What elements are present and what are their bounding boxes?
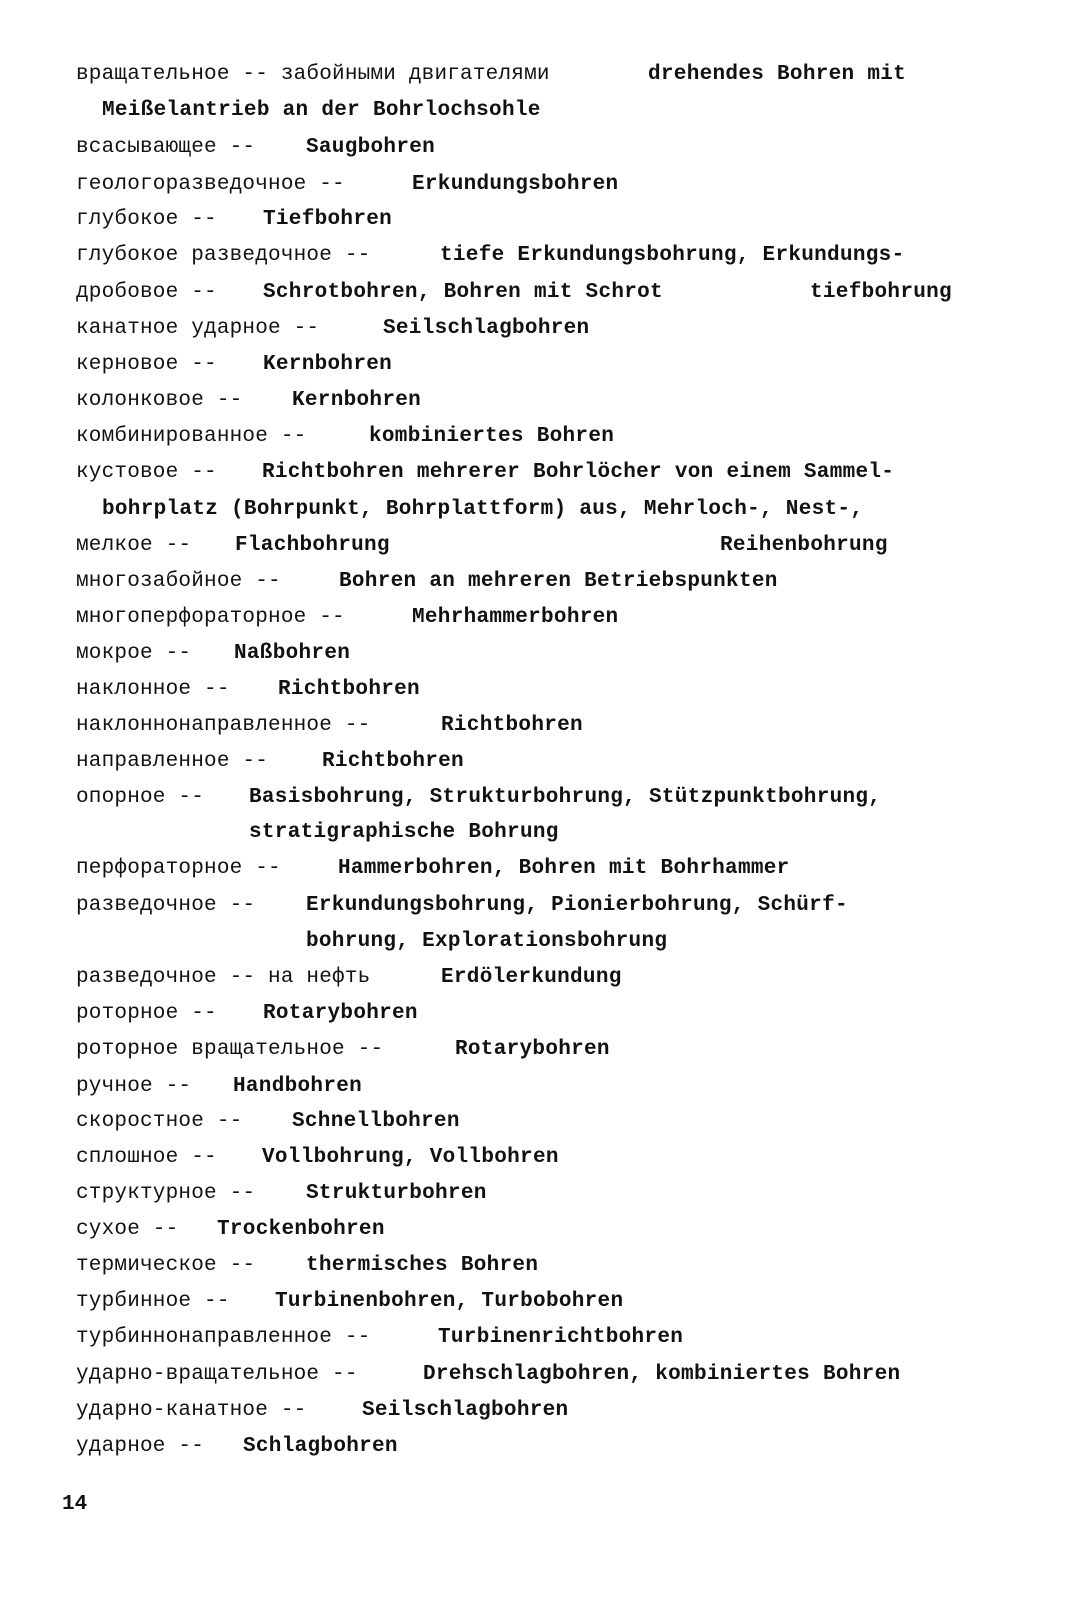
entry-line [0, 709, 1071, 743]
russian-term: всасывающее -- [76, 136, 256, 159]
russian-term: геологоразведочное -- [76, 173, 345, 196]
entry-line [0, 601, 1071, 635]
entry-line [0, 529, 1071, 563]
page-number-row [0, 1488, 1071, 1522]
entry-line [0, 961, 1071, 995]
russian-term: сухое -- [76, 1218, 179, 1241]
russian-term: кустовое -- [76, 461, 217, 484]
entry-line [0, 1249, 1071, 1283]
entry-line [0, 637, 1071, 671]
german-translation: Schrotbohren, Bohren mit Schrot [263, 281, 663, 304]
german-translation: Meißelantrieb an der Bohrlochsohle [102, 99, 541, 122]
entry-line [0, 816, 1071, 850]
entry-line [0, 493, 1071, 527]
german-translation: Mehrhammerbohren [412, 606, 619, 629]
entry-line [0, 168, 1071, 202]
german-translation: drehendes Bohren mit [648, 63, 907, 86]
russian-term: глубокое разведочное -- [76, 244, 371, 267]
german-translation: Naßbohren [234, 642, 351, 665]
entry-line [0, 131, 1071, 165]
german-translation: Vollbohrung, Vollbohren [262, 1146, 559, 1169]
german-translation: Flachbohrung [235, 534, 390, 557]
entry-line [0, 565, 1071, 599]
german-translation: kombiniertes Bohren [369, 425, 615, 448]
russian-term: разведочное -- [76, 894, 256, 917]
entry-line [0, 1033, 1071, 1067]
german-translation: tiefe Erkundungsbohrung, Erkundungs- [440, 244, 905, 267]
german-translation: Schnellbohren [292, 1110, 460, 1133]
entry-line [0, 1321, 1071, 1355]
entry-line [0, 276, 1071, 310]
russian-term: керновое -- [76, 353, 217, 376]
russian-term: комбинированное -- [76, 425, 307, 448]
german-translation: Erkundungsbohrung, Pionierbohrung, Schürf- [306, 894, 848, 917]
german-translation: Kernbohren [292, 389, 422, 412]
entry-line [0, 1285, 1071, 1319]
entry-line [0, 94, 1071, 128]
german-translation: bohrung, Explorationsbohrung [306, 930, 668, 953]
german-translation: Erkundungsbohren [412, 173, 619, 196]
entry-line [0, 1430, 1071, 1464]
russian-term: дробовое -- [76, 281, 217, 304]
german-translation: Schlagbohren [243, 1435, 398, 1458]
entry-line [0, 239, 1071, 273]
russian-term: вращательное -- забойными двигателями [76, 63, 550, 86]
german-translation: Seilschlagbohren [362, 1399, 569, 1422]
russian-term: наклонное -- [76, 678, 230, 701]
entry-line [0, 1105, 1071, 1139]
entry-line [0, 1070, 1071, 1104]
german-translation: bohrplatz (Bohrpunkt, Bohrplattform) aus, Mehrloch-, Nest-, [102, 498, 864, 521]
russian-term: скоростное -- [76, 1110, 243, 1133]
german-translation: Richtbohren [441, 714, 583, 737]
russian-term: многоперфораторное -- [76, 606, 345, 629]
german-translation: Strukturbohren [306, 1182, 487, 1205]
entry-line [0, 852, 1071, 886]
russian-term: мокрое -- [76, 642, 192, 665]
german-translation: Kernbohren [263, 353, 393, 376]
russian-term: ручное -- [76, 1075, 192, 1098]
german-translation: Rotarybohren [263, 1002, 418, 1025]
entry-line [0, 1358, 1071, 1392]
entry-line [0, 673, 1071, 707]
entry-line [0, 781, 1071, 815]
german-translation: Seilschlagbohren [383, 317, 590, 340]
entry-line [0, 203, 1071, 237]
russian-term: ударное -- [76, 1435, 205, 1458]
russian-term: колонковое -- [76, 389, 243, 412]
entry-line [0, 889, 1071, 923]
russian-term: разведочное -- на нефть [76, 966, 371, 989]
russian-term: ударно-канатное -- [76, 1399, 307, 1422]
russian-term: глубокое -- [76, 208, 217, 231]
russian-term: канатное ударное -- [76, 317, 320, 340]
russian-term: роторное вращательное -- [76, 1038, 384, 1061]
entry-line [0, 1141, 1071, 1175]
russian-term: турбинное -- [76, 1290, 230, 1313]
russian-term: направленное -- [76, 750, 269, 773]
russian-term: сплошное -- [76, 1146, 217, 1169]
entry-line [0, 312, 1071, 346]
russian-term: опорное -- [76, 786, 205, 809]
entry-line [0, 58, 1071, 92]
russian-term: термическое -- [76, 1254, 256, 1277]
german-translation: Drehschlagbohren, kombiniertes Bohren [423, 1363, 901, 1386]
page-number: 14 [62, 1493, 88, 1516]
entry-line [0, 348, 1071, 382]
german-translation: Handbohren [233, 1075, 363, 1098]
german-translation: Richtbohren mehrerer Bohrlöcher von einem Sammel- [262, 461, 895, 484]
entry-line [0, 925, 1071, 959]
german-translation: thermisches Bohren [306, 1254, 539, 1277]
entry-line [0, 420, 1071, 454]
german-translation: stratigraphische Bohrung [249, 821, 559, 844]
german-translation: Bohren an mehreren Betriebspunkten [339, 570, 778, 593]
entry-line [0, 997, 1071, 1031]
russian-term: мелкое -- [76, 534, 192, 557]
german-translation: Basisbohrung, Strukturbohrung, Stützpunktbohrung, [249, 786, 882, 809]
entry-line [0, 384, 1071, 418]
german-translation: Saugbohren [306, 136, 436, 159]
german-translation-continuation: tiefbohrung [810, 281, 952, 304]
german-translation: Richtbohren [278, 678, 420, 701]
russian-term: турбиннонаправленное -- [76, 1326, 371, 1349]
entry-line [0, 456, 1071, 490]
german-translation: Rotarybohren [455, 1038, 610, 1061]
german-translation: Hammerbohren, Bohren mit Bohrhammer [338, 857, 790, 880]
entry-line [0, 1177, 1071, 1211]
german-translation: Trockenbohren [217, 1218, 385, 1241]
russian-term: многозабойное -- [76, 570, 281, 593]
entry-line [0, 1213, 1071, 1247]
german-translation: Turbinenbohren, Turbobohren [275, 1290, 624, 1313]
russian-term: наклоннонаправленное -- [76, 714, 371, 737]
german-translation: Tiefbohren [263, 208, 393, 231]
russian-term: перфораторное -- [76, 857, 281, 880]
entry-line [0, 1394, 1071, 1428]
russian-term: ударно-вращательное -- [76, 1363, 358, 1386]
german-translation: Erdölerkundung [441, 966, 622, 989]
russian-term: структурное -- [76, 1182, 256, 1205]
german-translation: Turbinenrichtbohren [438, 1326, 684, 1349]
german-translation: Richtbohren [322, 750, 464, 773]
russian-term: роторное -- [76, 1002, 217, 1025]
entry-line [0, 745, 1071, 779]
german-translation-continuation: Reihenbohrung [720, 534, 888, 557]
